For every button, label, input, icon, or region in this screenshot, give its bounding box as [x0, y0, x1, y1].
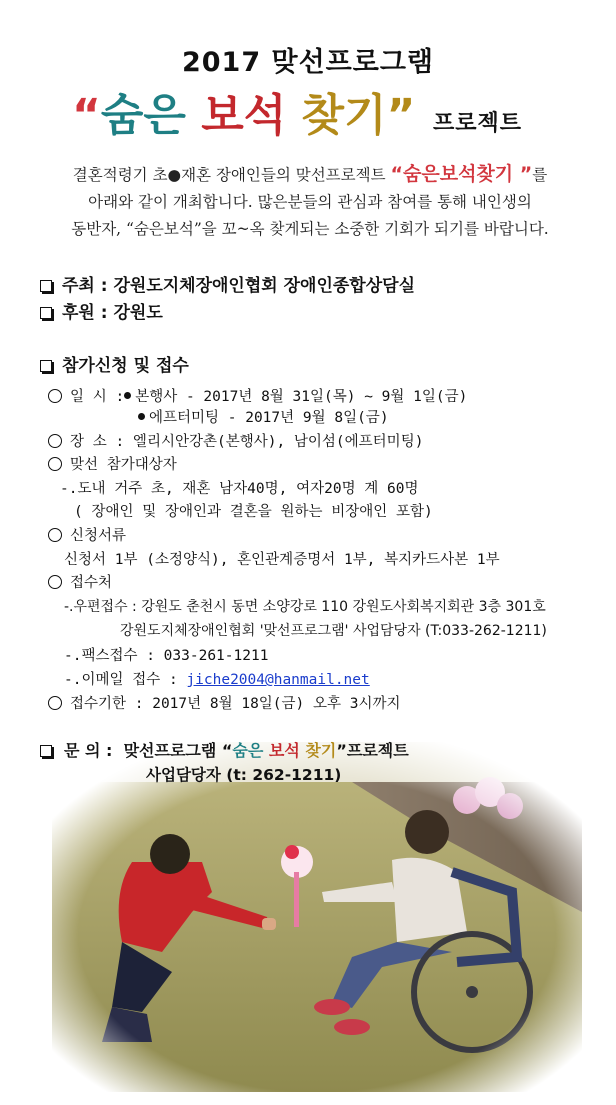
date-after: 에프터미팅 - 2017년 9월 8일(금) — [149, 410, 389, 426]
docs-line: 신청서 1부 (소정양식), 혼인관계증명서 1부, 복지카드사본 1부 — [64, 552, 500, 568]
checkbox-bullet-icon — [40, 307, 52, 319]
application-heading-text: 참가신청 및 접수 — [62, 356, 189, 376]
date-main: 본행사 - 2017년 8월 31일(목) ~ 9월 1일(금) — [135, 389, 468, 405]
deadline-text: 접수기한 : 2017년 8월 18일(금) 오후 3시까지 — [70, 696, 401, 712]
fax-line: -.팩스접수 : 033-261-1211 — [64, 648, 269, 664]
date-row — [48, 385, 467, 406]
hero-title — [72, 86, 415, 146]
circle-bullet-icon — [48, 575, 62, 589]
intro-line-1-text: 결혼적령기 초●재혼 장애인들의 맞선프로젝트 — [72, 166, 386, 184]
application-heading — [40, 351, 189, 376]
intro-accent: “숨은보석찾기 ” — [390, 163, 533, 185]
intro-line-2: 아래와 같이 개최합니다. 많은분들의 관심과 참여를 통해 내인생의 — [88, 193, 532, 211]
contact-suffix: ”프로젝트 — [336, 741, 409, 760]
intro-line-1 — [30, 161, 590, 189]
hero-suffix: 프로젝트 — [433, 111, 523, 136]
contact-person: 사업담당자 (t: 262-1211) — [146, 766, 342, 784]
place-text: 장 소 : 엘리시안강촌(본행사), 남이섬(에프터미팅) — [70, 434, 424, 450]
hero-quote-open: “ — [72, 90, 101, 141]
dot-bullet-icon — [124, 392, 131, 399]
checkbox-bullet-icon — [40, 280, 52, 292]
hero-word-hidden: 숨은 — [100, 90, 186, 141]
contact-word-jewel: 보석 — [268, 741, 300, 760]
circle-bullet-icon — [48, 528, 62, 542]
checkbox-bullet-icon — [40, 360, 52, 372]
submit-heading-row — [48, 571, 112, 592]
email-row — [64, 668, 370, 689]
contact-word-hidden: 숨은 — [232, 741, 264, 760]
submit-heading: 접수처 — [70, 575, 113, 591]
target-heading: 맞선 참가대상자 — [70, 457, 177, 473]
docs-heading: 신청서류 — [70, 528, 127, 544]
hero-quote-close: ” — [386, 90, 416, 141]
target-line-1: -.도내 거주 초, 재혼 남자40명, 여자20명 계 60명 — [60, 481, 419, 497]
email-label: -.이메일 접수 : — [64, 672, 178, 688]
target-heading-row — [48, 453, 177, 474]
circle-bullet-icon — [48, 457, 62, 471]
circle-bullet-icon — [48, 434, 62, 448]
deadline-row — [48, 692, 401, 713]
poster-title: 2017 맞선프로그램 — [181, 47, 435, 78]
sponsor-label: 후원 : 강원도 — [62, 303, 163, 323]
intro-line-3: 동반자, “숨은보석”을 꼬~옥 찾게되는 소중한 기회가 되기를 바랍니다. — [71, 220, 549, 238]
circle-bullet-icon — [48, 389, 62, 403]
contact-program: 맞선프로그램 “ — [123, 741, 233, 760]
checkbox-bullet-icon — [40, 745, 52, 757]
contact-label: 문 의 : — [64, 741, 113, 760]
docs-heading-row — [48, 524, 126, 545]
dot-bullet-icon — [138, 413, 145, 420]
contact-row — [40, 738, 409, 761]
email-link[interactable]: jiche2004@hanmail.net — [186, 672, 370, 688]
event-photo — [52, 742, 582, 1092]
intro-line-1-end: 를 — [532, 166, 548, 184]
organizer-item — [40, 271, 415, 296]
date-after-row — [138, 406, 389, 427]
contact-word-find: 찾기 — [305, 741, 337, 760]
place-row — [48, 430, 423, 451]
hero-word-find: 찾기 — [301, 90, 387, 141]
sponsor-item — [40, 298, 163, 323]
mail-line-2: 강원도지체장애인협회 '맞선프로그램' 사업담당자 (T:033-262-1211) — [120, 623, 547, 639]
hero-word-jewel: 보석 — [201, 90, 287, 141]
organizer-label: 주최 : 강원도지체장애인협회 장애인종합상담실 — [62, 276, 415, 296]
date-label: 일 시 : — [70, 389, 125, 405]
target-line-2: ( 장애인 및 장애인과 결혼을 원하는 비장애인 포함) — [74, 504, 433, 520]
circle-bullet-icon — [48, 696, 62, 710]
mail-line-1: -.우편접수 : 강원도 춘천시 동면 소양강로 110 강원도사회복지회관 3층 301호 — [64, 599, 546, 615]
intro-paragraph — [30, 161, 590, 243]
